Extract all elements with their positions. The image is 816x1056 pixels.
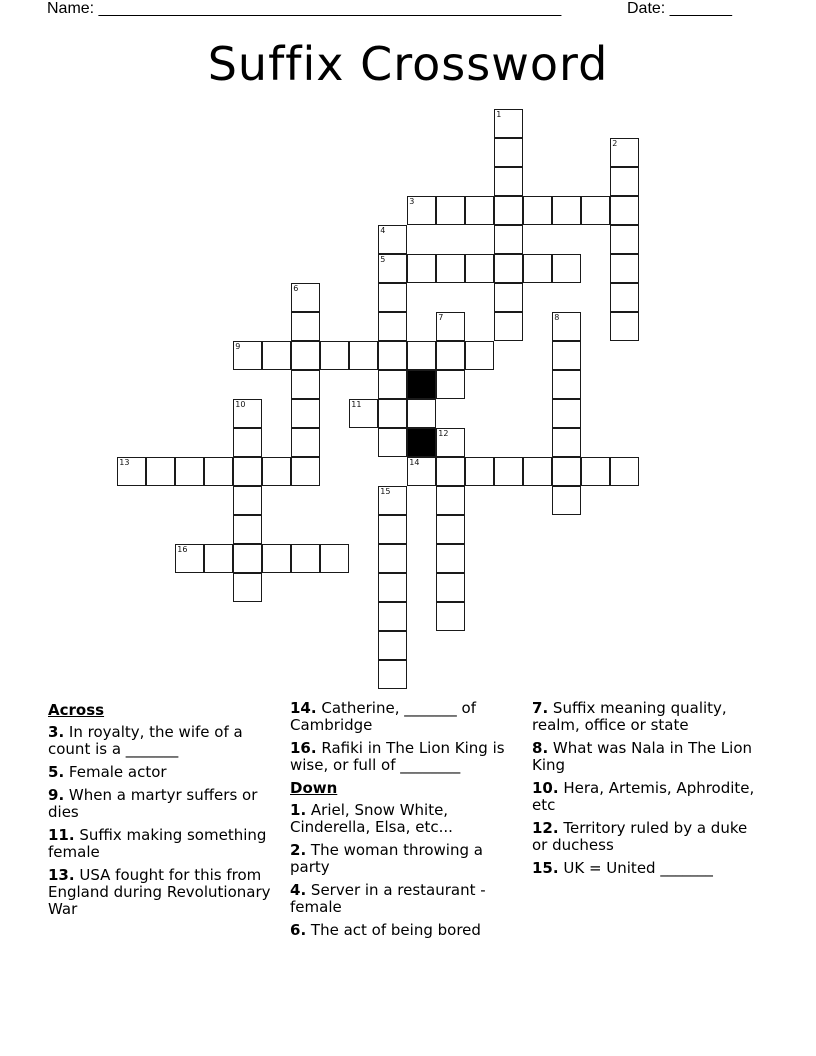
grid-cell[interactable]	[407, 399, 436, 428]
grid-cell[interactable]	[523, 254, 552, 283]
grid-cell[interactable]	[291, 457, 320, 486]
grid-cell[interactable]	[494, 138, 523, 167]
clue-down-1: 1. Ariel, Snow White, Cinderella, Elsa, etc...	[290, 801, 453, 836]
grid-cell[interactable]	[436, 515, 465, 544]
grid-cell[interactable]	[378, 486, 407, 515]
clue-number: 14.	[290, 699, 317, 717]
grid-cell[interactable]	[494, 283, 523, 312]
across-heading: Across	[48, 701, 105, 719]
grid-cell[interactable]	[378, 225, 407, 254]
grid-cell[interactable]	[233, 515, 262, 544]
clue-number: 9.	[48, 786, 65, 804]
grid-cell[interactable]	[204, 544, 233, 573]
grid-cell[interactable]	[378, 515, 407, 544]
clues-column-2	[290, 700, 522, 945]
clue-number: 11.	[48, 826, 75, 844]
clue-number: 8.	[532, 739, 549, 757]
grid-cell[interactable]	[175, 457, 204, 486]
grid-cell[interactable]	[436, 457, 465, 486]
clue-down-6: 6. The act of being bored	[290, 921, 481, 939]
grid-cell[interactable]	[610, 167, 639, 196]
grid-cell[interactable]	[610, 254, 639, 283]
grid-cell[interactable]	[436, 341, 465, 370]
grid-cell[interactable]	[436, 254, 465, 283]
grid-cell[interactable]	[291, 312, 320, 341]
clue-number: 5.	[48, 763, 65, 781]
grid-cell[interactable]	[378, 544, 407, 573]
clue-number: 16.	[290, 739, 317, 757]
grid-cell[interactable]	[291, 428, 320, 457]
grid-cell[interactable]	[204, 457, 233, 486]
grid-cell[interactable]	[581, 457, 610, 486]
grid-cell[interactable]	[552, 196, 581, 225]
black-cell	[407, 428, 436, 457]
clue-number-label: 1	[496, 110, 502, 120]
clue-number: 10.	[532, 779, 559, 797]
grid-cell[interactable]	[291, 370, 320, 399]
grid-cell[interactable]	[233, 399, 262, 428]
grid-cell[interactable]	[494, 167, 523, 196]
clue-number: 3.	[48, 723, 65, 741]
name-field-label: Name: ____________________________________________________	[47, 0, 562, 17]
clue-across-13: 13. USA fought for this from England during Revolutionary War	[48, 866, 271, 918]
down-heading: Down	[290, 779, 338, 797]
grid-cell[interactable]	[494, 254, 523, 283]
clues-column-1	[48, 700, 273, 924]
clue-number-label: 7	[438, 313, 444, 323]
clue-number-label: 16	[177, 545, 188, 555]
grid-cell[interactable]	[465, 341, 494, 370]
grid-cell[interactable]	[233, 428, 262, 457]
clue-across-5: 5. Female actor	[48, 763, 167, 781]
grid-cell[interactable]	[146, 457, 175, 486]
clue-across-11: 11. Suffix making something female	[48, 826, 267, 861]
clue-number-label: 13	[119, 458, 130, 468]
grid-cell[interactable]	[378, 428, 407, 457]
clue-number-label: 4	[380, 226, 386, 236]
grid-cell[interactable]	[175, 544, 204, 573]
clue-number: 12.	[532, 819, 559, 837]
grid-cell[interactable]	[436, 428, 465, 457]
grid-cell[interactable]	[407, 457, 436, 486]
clue-number: 6.	[290, 921, 307, 939]
clue-across-9: 9. When a martyr suffers or dies	[48, 786, 258, 821]
grid-cell[interactable]	[436, 573, 465, 602]
date-field-label: Date: _______	[627, 0, 732, 17]
grid-cell[interactable]	[262, 341, 291, 370]
grid-cell[interactable]	[378, 312, 407, 341]
clue-down-15: 15. UK = United _______	[532, 859, 713, 877]
page-title: Suffix Crossword	[207, 37, 609, 91]
grid-cell[interactable]	[233, 486, 262, 515]
grid-cell[interactable]	[349, 341, 378, 370]
grid-cell[interactable]	[378, 283, 407, 312]
grid-cell[interactable]	[494, 457, 523, 486]
grid-cell[interactable]	[378, 341, 407, 370]
grid-cell[interactable]	[320, 544, 349, 573]
grid-cell[interactable]	[494, 109, 523, 138]
grid-cell[interactable]	[552, 399, 581, 428]
grid-cell[interactable]	[436, 196, 465, 225]
clue-number-label: 8	[554, 313, 560, 323]
grid-cell[interactable]	[552, 457, 581, 486]
grid-cell[interactable]	[494, 225, 523, 254]
grid-cell[interactable]	[552, 341, 581, 370]
grid-cell[interactable]	[610, 457, 639, 486]
clue-number-label: 6	[293, 284, 299, 294]
grid-cell[interactable]	[610, 225, 639, 254]
clue-down-10: 10. Hera, Artemis, Aphrodite, etc	[532, 779, 755, 814]
grid-cell[interactable]	[291, 399, 320, 428]
clue-number: 15.	[532, 859, 559, 877]
clue-down-7: 7. Suffix meaning quality, realm, office or state	[532, 699, 727, 734]
clue-number-label: 15	[380, 487, 391, 497]
grid-cell[interactable]	[233, 457, 262, 486]
grid-cell[interactable]	[407, 196, 436, 225]
grid-cell[interactable]	[523, 457, 552, 486]
grid-cell[interactable]	[378, 370, 407, 399]
grid-cell[interactable]	[436, 312, 465, 341]
clue-number-label: 10	[235, 400, 246, 410]
clue-number: 4.	[290, 881, 307, 899]
grid-cell[interactable]	[407, 254, 436, 283]
clue-down-2: 2. The woman throwing a party	[290, 841, 483, 876]
grid-cell[interactable]	[552, 312, 581, 341]
grid-cell[interactable]	[378, 254, 407, 283]
clue-down-12: 12. Territory ruled by a duke or duchess	[532, 819, 748, 854]
grid-cell[interactable]	[610, 138, 639, 167]
grid-cell[interactable]	[610, 283, 639, 312]
grid-cell[interactable]	[291, 283, 320, 312]
grid-cell[interactable]	[320, 341, 349, 370]
clue-number-label: 9	[235, 342, 241, 352]
grid-cell[interactable]	[610, 196, 639, 225]
clue-number-label: 12	[438, 429, 449, 439]
grid-cell[interactable]	[494, 196, 523, 225]
grid-cell[interactable]	[436, 544, 465, 573]
clue-number-label: 2	[612, 139, 618, 149]
clue-across-3: 3. In royalty, the wife of a count is a _______	[48, 723, 243, 758]
grid-cell[interactable]	[349, 399, 378, 428]
clue-number-label: 14	[409, 458, 420, 468]
grid-cell[interactable]	[494, 312, 523, 341]
clue-down-4: 4. Server in a restaurant - female	[290, 881, 486, 916]
grid-cell[interactable]	[378, 602, 407, 631]
grid-cell[interactable]	[436, 602, 465, 631]
clue-number-label: 3	[409, 197, 415, 207]
grid-cell[interactable]	[436, 486, 465, 515]
grid-cell[interactable]	[233, 573, 262, 602]
grid-cell[interactable]	[581, 196, 610, 225]
clue-across-16: 16. Rafiki in The Lion King is wise, or full of ________	[290, 739, 505, 774]
grid-cell[interactable]	[291, 544, 320, 573]
clue-number: 2.	[290, 841, 307, 859]
grid-cell[interactable]	[436, 370, 465, 399]
clue-number-label: 5	[380, 255, 386, 265]
grid-cell[interactable]	[465, 457, 494, 486]
grid-cell[interactable]	[378, 573, 407, 602]
grid-cell[interactable]	[233, 341, 262, 370]
grid-cell[interactable]	[552, 428, 581, 457]
grid-cell[interactable]	[262, 457, 291, 486]
clue-number-label: 11	[351, 400, 362, 410]
grid-cell[interactable]	[523, 196, 552, 225]
grid-cell[interactable]	[233, 544, 262, 573]
grid-cell[interactable]	[552, 254, 581, 283]
grid-cell[interactable]	[262, 544, 291, 573]
clue-across-14: 14. Catherine, _______ of Cambridge	[290, 699, 476, 734]
grid-cell[interactable]	[117, 457, 146, 486]
clue-number: 1.	[290, 801, 307, 819]
grid-cell[interactable]	[378, 399, 407, 428]
grid-cell[interactable]	[407, 341, 436, 370]
grid-cell[interactable]	[552, 486, 581, 515]
clue-down-8: 8. What was Nala in The Lion King	[532, 739, 753, 774]
grid-cell[interactable]	[552, 370, 581, 399]
grid-cell[interactable]	[378, 631, 407, 660]
grid-cell[interactable]	[610, 312, 639, 341]
grid-cell[interactable]	[378, 660, 407, 689]
grid-cell[interactable]	[465, 196, 494, 225]
black-cell	[407, 370, 436, 399]
grid-cell[interactable]	[291, 341, 320, 370]
clue-number: 7.	[532, 699, 549, 717]
clues-column-3	[532, 700, 764, 883]
clue-number: 13.	[48, 866, 75, 884]
grid-cell[interactable]	[465, 254, 494, 283]
